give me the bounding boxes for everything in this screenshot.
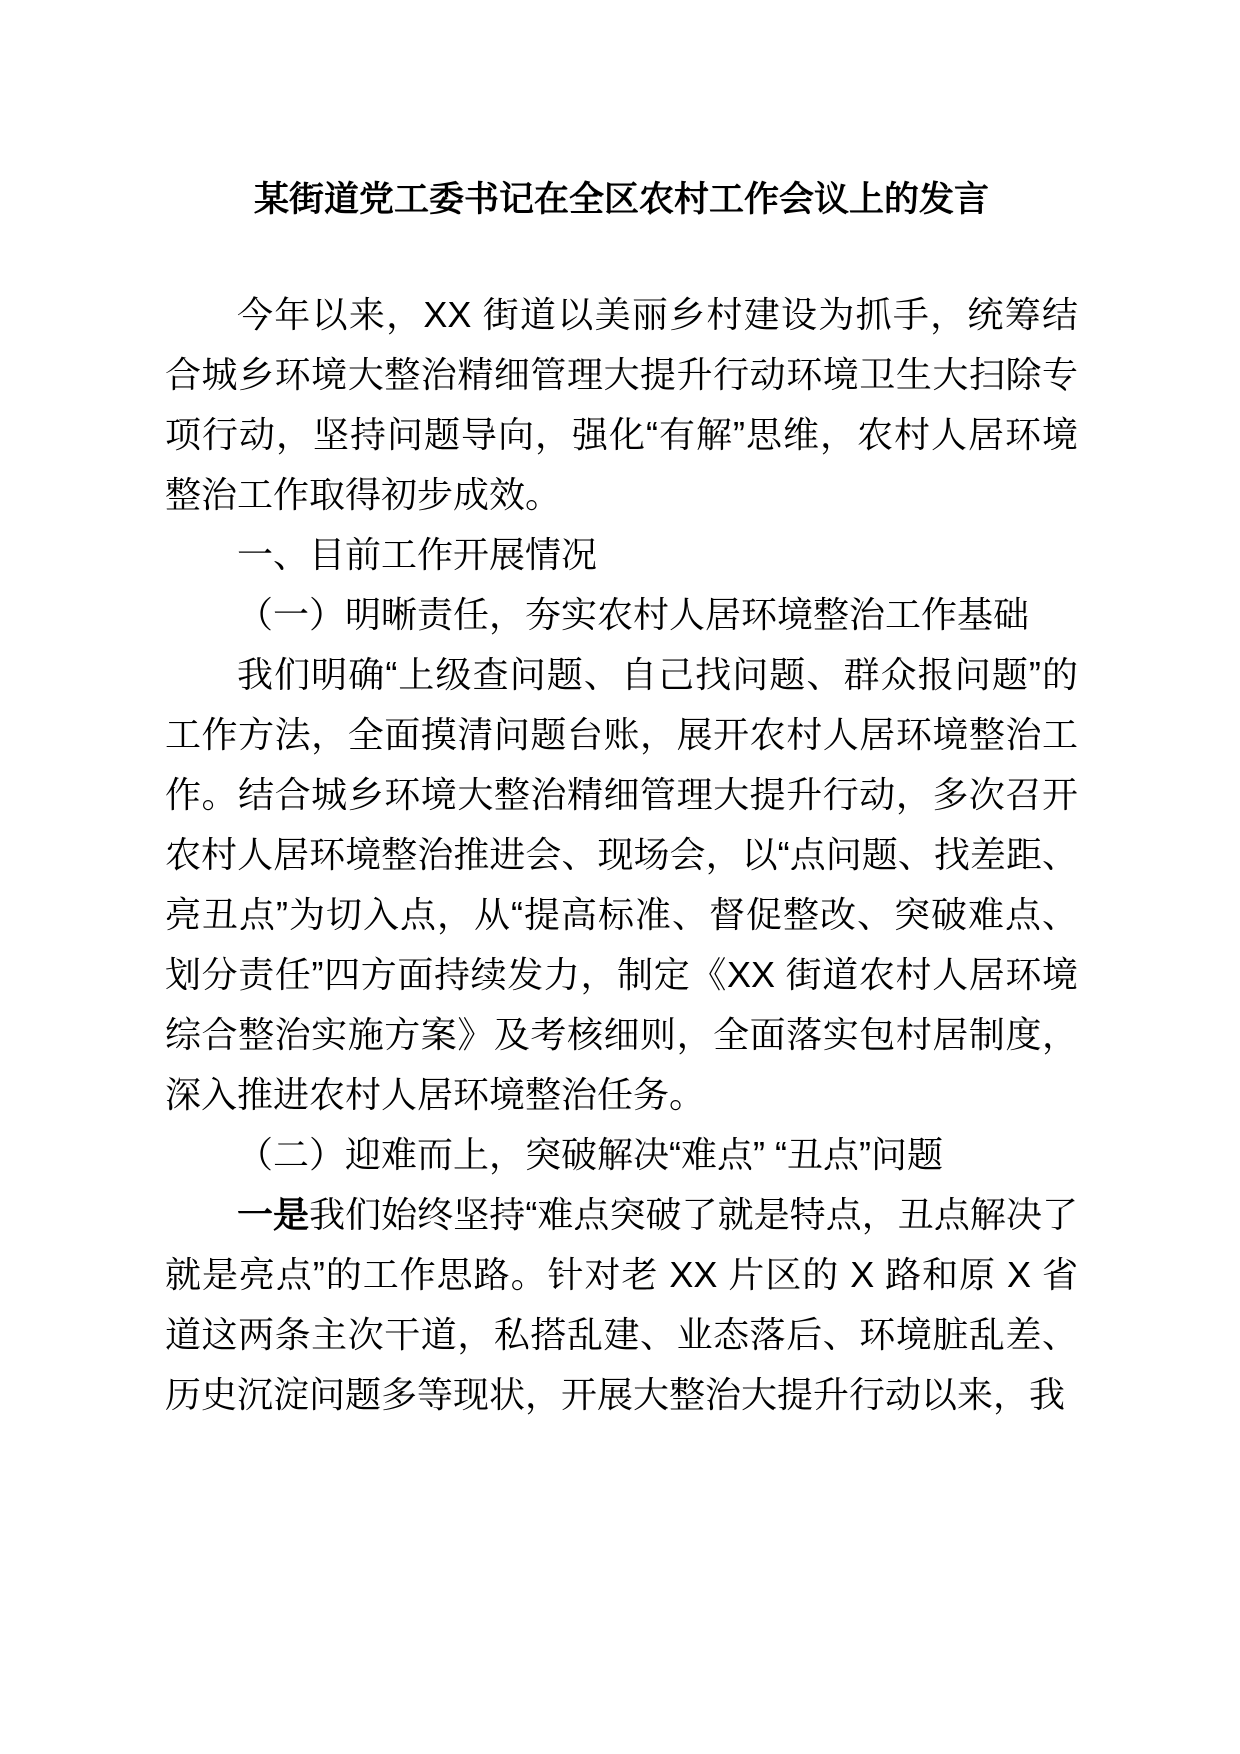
subsection-heading-1: （一）明晰责任，夯实农村人居环境整治工作基础: [237, 594, 1030, 635]
paragraph-lead-bold: 一是: [237, 1194, 310, 1235]
paragraph-intro: 今年以来，XX 街道以美丽乡村建设为抓手，统筹结合城乡环境大整治精细管理大提升行动环境卫生大扫除专项行动，坚持问题导向，强化“有解”思维，农村人居环境整治工作取得初步成效。: [165, 294, 1078, 515]
document-title: 某街道党工委书记在全区农村工作会议上的发言: [253, 180, 989, 219]
section-heading-1: 一、目前工作开展情况: [237, 534, 598, 575]
paragraph-body-2: [165, 1185, 1078, 1425]
paragraph-body-1: 我们明确“上级查问题、自己找问题、群众报问题”的工作方法，全面摸清问题台账，展开农村人居环境整治工作。结合城乡环境大整治精细管理大提升行动，多次召开农村人居环境整治推进会、现场会，以“点问题、找差距、亮丑点”为切入点，从“提高标准、督促整改、突破难点、划分责任”四方面持续发力，制定《XX 街道农村人居环境综合整治实施方案》及考核细则，全面落实包村居制度，深入推进农村人居环境整治任务。: [165, 654, 1078, 1115]
subsection-heading-2: （二）迎难而上，突破解决“难点” “丑点”问题: [237, 1134, 943, 1175]
paragraph-body-2-text: 我们始终坚持“难点突破了就是特点，丑点解决了就是亮点”的工作思路。针对老 XX 片区的 X 路和原 X 省道这两条主次干道，私搭乱建、业态落后、环境脏乱差、历史沉淀问题多等现状，开展大整治大提升行动以来，我: [165, 1194, 1078, 1415]
